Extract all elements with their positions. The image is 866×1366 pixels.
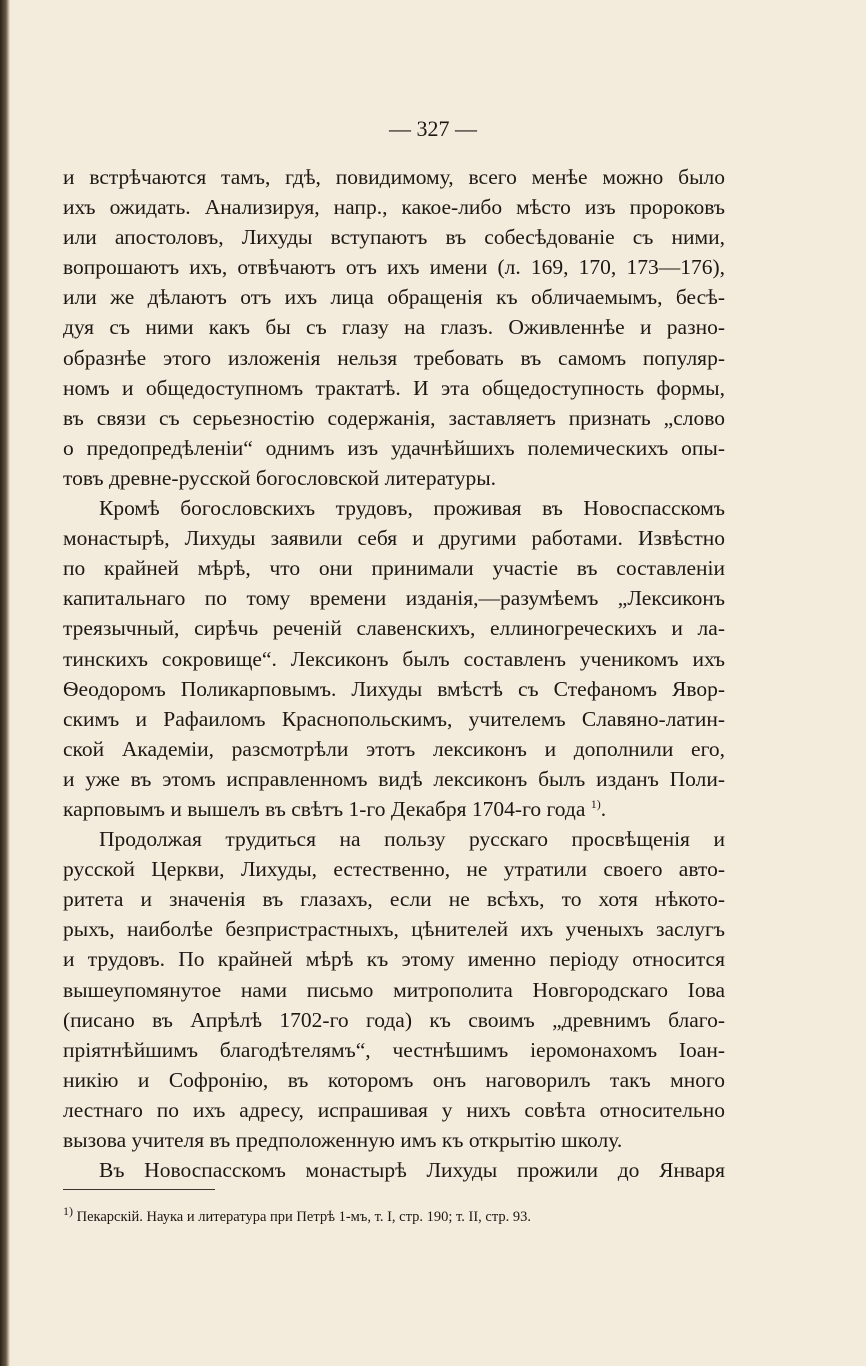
text-line-content: карповымъ и вышелъ въ свѣтъ 1-го Декабря 1704-го года (63, 796, 586, 821)
text-line: Продолжая трудиться на пользу русскаго просвѣщенія и (99, 827, 725, 852)
text-line: Въ Новоспасскомъ монастырѣ Лихуды прожили до Января (99, 1158, 725, 1183)
text-line: въ связи съ серьезностію содержанія, заставляетъ признать „слово (63, 405, 725, 430)
paragraph-3 (63, 824, 725, 1155)
text-line: лестнаго по ихъ адресу, испрашивая у нихъ совѣта относительно (63, 1097, 725, 1122)
text-line: товъ древне-русской богословской литературы. (63, 465, 497, 490)
text-line: и трудовъ. По крайней мѣрѣ къ этому именно періоду относится (63, 947, 725, 972)
text-line: пріятнѣйшимъ благодѣтелямъ“, честнѣшимъ іеромонахомъ Іоан- (63, 1037, 725, 1062)
text-line: или апостоловъ, Лихуды вступаютъ въ собесѣдованіе съ ними, (63, 225, 725, 250)
text-line: ихъ ожидать. Анализируя, напр., какое-либо мѣсто изъ пророковъ (63, 195, 725, 220)
text-line: скимъ и Рафаиломъ Краснопольскимъ, учителемъ Славяно-латин- (63, 706, 725, 731)
footnote-marker: 1) (63, 1204, 73, 1219)
text-line: о предопредѣленіи“ однимъ изъ удачнѣйшихъ полемическихъ опы- (63, 435, 725, 460)
footnote-reference[interactable]: 1) (590, 796, 601, 811)
paragraph-2 (63, 493, 725, 824)
text-line: вызова учителя въ предположенную имъ къ открытію школу. (63, 1128, 623, 1152)
text-line: монастырѣ, Лихуды заявили себя и другими работами. Извѣстно (63, 526, 725, 551)
text-line: Кромѣ богословскихъ трудовъ, проживая въ Новоспасскомъ (99, 496, 725, 521)
text-line: по крайней мѣрѣ, что они принимали участіе въ составленіи (63, 556, 725, 581)
body-text (63, 162, 725, 1185)
text-line: Ѳеодоромъ Поликарповымъ. Лихуды вмѣстѣ съ Стефаномъ Явор- (63, 676, 725, 701)
text-line: никію и Софронію, въ которомъ онъ наговорилъ такъ много (63, 1067, 725, 1092)
footnote-text: Пекарскій. Наука и литература при Петрѣ 1-мъ, т. I, стр. 190; т. II, стр. 93. (76, 1209, 532, 1225)
text-line: вышеупомянутое нами письмо митрополита Новгородскаго Іова (63, 977, 725, 1002)
text-line: треязычный, сирѣчь реченій славенскихъ, еллиногреческихъ и ла- (63, 616, 725, 641)
text-line: дуя съ ними какъ бы съ глазу на глазъ. Оживленнѣе и разно- (63, 315, 725, 340)
text-line: и уже въ этомъ исправленномъ видѣ лексиконъ былъ изданъ Поли- (63, 766, 725, 791)
text-line: ской Академіи, разсмотрѣли этотъ лексиконъ и дополнили его, (63, 736, 725, 761)
text-line: и встрѣчаются тамъ, гдѣ, повидимому, всего менѣе можно было (63, 165, 725, 189)
footnote (63, 1204, 713, 1227)
text-line: номъ и общедоступномъ трактатѣ. И эта общедоступность формы, (63, 375, 725, 400)
page-number: — 327 — (389, 116, 477, 141)
text-line: русской Церкви, Лихуды, естественно, не утратили своего авто- (63, 857, 725, 882)
footnote-divider (63, 1189, 215, 1190)
text-line: или же дѣлаютъ отъ ихъ лица обращенія къ обличаемымъ, бесѣ- (63, 285, 725, 310)
text-line: тинскихъ сокровище“. Лексиконъ былъ составленъ ученикомъ ихъ (63, 646, 725, 671)
paragraph-1 (63, 162, 725, 493)
text-line (63, 794, 725, 824)
text-line: ритета и значенія въ глазахъ, если не всѣхъ, то хотя нѣкото- (63, 887, 725, 912)
text-line: (писано въ Апрѣлѣ 1702-го года) къ своимъ „древнимъ благо- (63, 1007, 725, 1032)
text-line: рыхъ, наиболѣе безпристрастныхъ, цѣнителей ихъ ученыхъ заслугъ (63, 917, 725, 942)
text-line: вопрошаютъ ихъ, отвѣчаютъ отъ ихъ имени (л. 169, 170, 173—176), (63, 255, 725, 280)
text-line: образнѣе этого изложенія нельзя требовать въ самомъ популяр- (63, 345, 725, 370)
text-line-end: . (600, 796, 607, 821)
text-line: капитальнаго по тому времени изданія,—разумѣемъ „Лексиконъ (63, 586, 725, 611)
paragraph-4 (63, 1155, 725, 1185)
book-spine-shadow (0, 0, 10, 1366)
